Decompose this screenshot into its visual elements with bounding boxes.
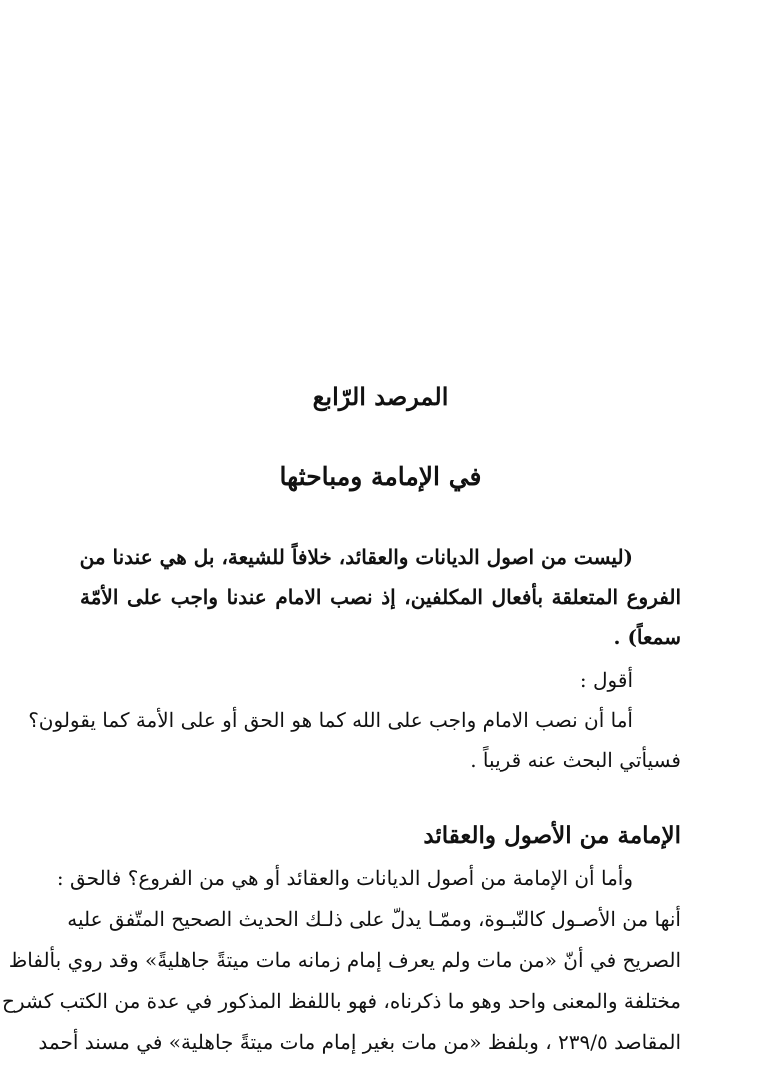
matn-line: الفروع المتعلقة بأفعال المكلفين، إذ نصب الامام عندنا واجب على الأمّة (80, 585, 681, 609)
section-heading: الإمامة من الأصول والعقائد (423, 822, 681, 849)
matn-line: (ليست من اصول الديانات والعقائد، خلافاً للشيعة، بل هي عندنا من (79, 545, 633, 569)
matn-line: سمعاً) . (613, 625, 681, 649)
sharh-paragraph (28, 660, 681, 780)
sharh-line: أما أن نصب الامام واجب على الله كما هو الحق أو على الأمة كما يقولون؟ (28, 708, 633, 732)
section-paragraph (1, 858, 681, 1063)
sharh-label: أقول : (579, 668, 633, 692)
sharh-line: فسيأتي البحث عنه قريباً . (470, 748, 681, 772)
chapter-subtitle: في الإمامة ومباحثها (279, 462, 482, 491)
section-line: أنها من الأصـول كالنّبـوة، وممّـا يدلّ على ذلـك الحديث الصحيح المتّفق عليه (67, 907, 681, 931)
section-line: وأما أن الإمامة من أصول الديانات والعقائد أو هي من الفروع؟ فالحق : (56, 866, 633, 890)
section-line: المقاصد ٢٣٩/٥ ، وبلفظ «من مات بغير إمام مات ميتةً جاهلية» في مسند أحمد (38, 1030, 681, 1054)
matn-paragraph (80, 537, 681, 657)
section-line: مختلفة والمعنى واحد وهو ما ذكرناه، فهو باللفظ المذكور في عدة من الكتب كشرح (1, 989, 681, 1013)
chapter-title: المرصد الرّابع (312, 382, 449, 411)
section-line: الصريح في أنّ «من مات ولم يعرف إمام زمانه مات ميتةً جاهليةً» وقد روي بألفاظ (8, 948, 681, 972)
